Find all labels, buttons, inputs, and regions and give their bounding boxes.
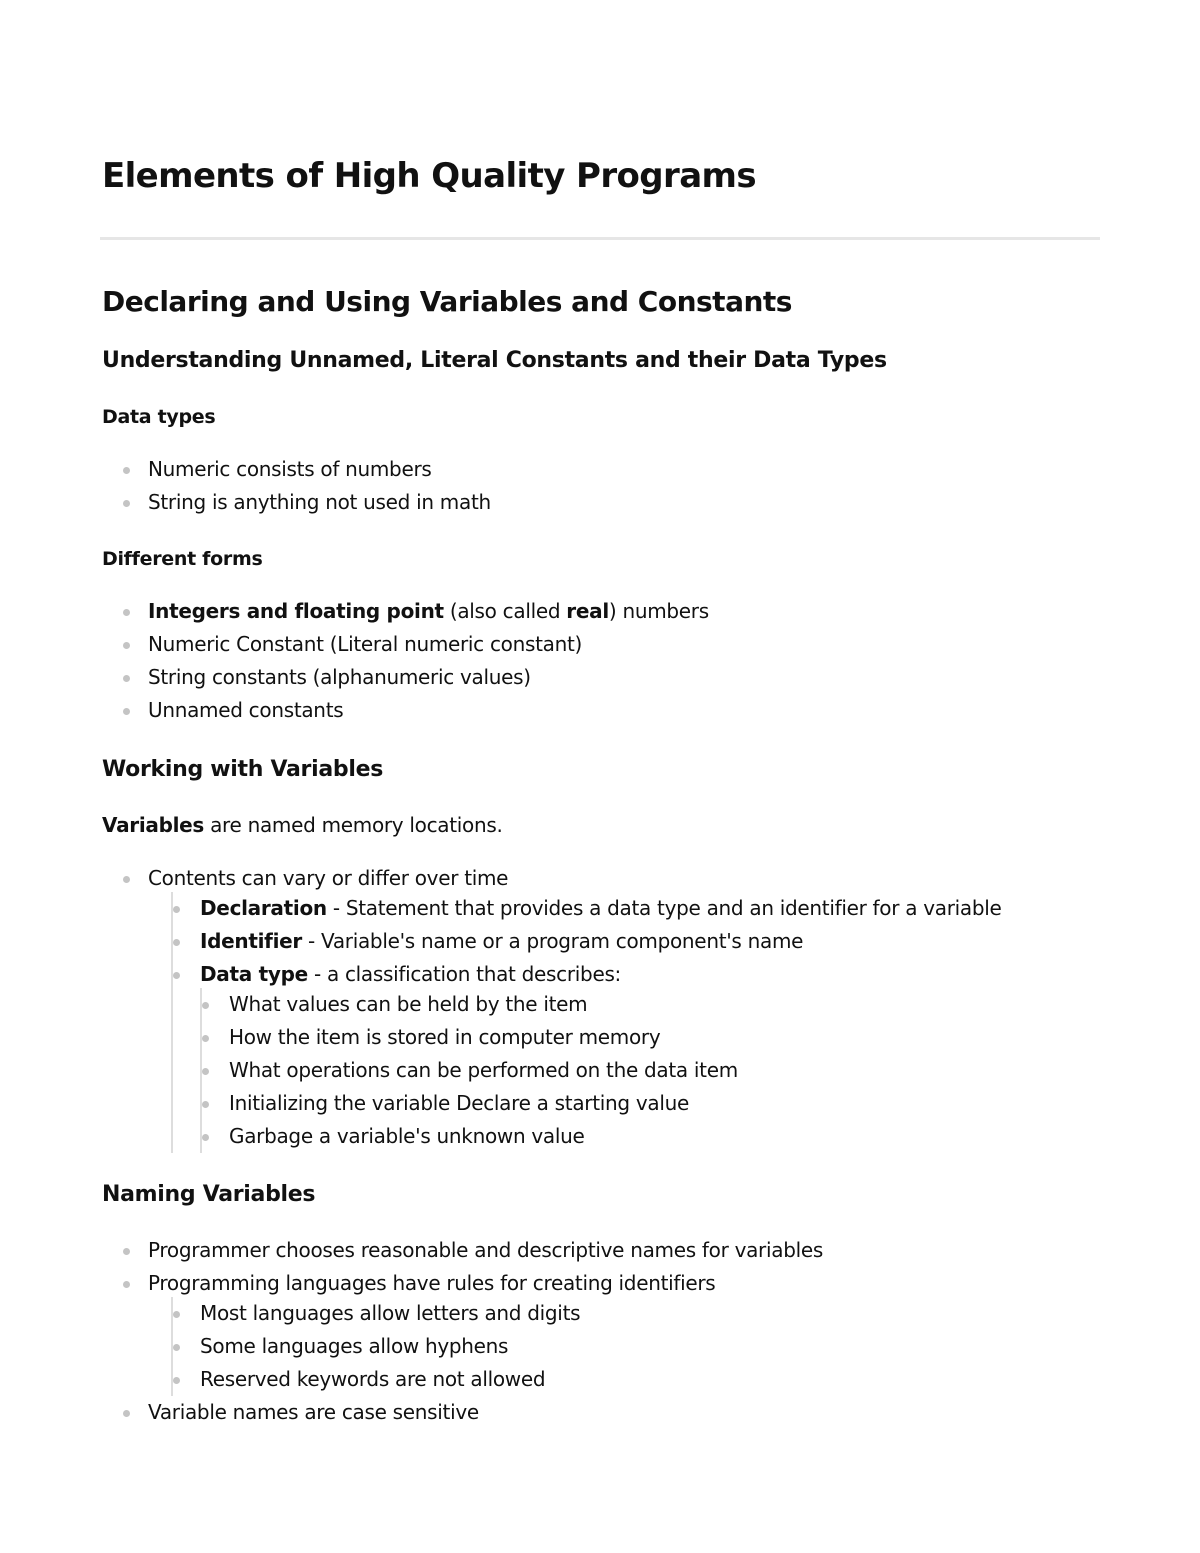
item-text: Programming languages have rules for creating identifiers	[148, 1271, 716, 1295]
data-types-list	[102, 453, 491, 519]
list-item	[173, 892, 1002, 925]
list-item: What operations can be performed on the data item	[202, 1054, 1002, 1087]
section-heading: Declaring and Using Variables and Constants	[102, 285, 792, 318]
bold-term: Integers and floating point	[148, 599, 444, 623]
heading-data-types: Data types	[102, 406, 216, 428]
list-item: Unnamed constants	[102, 694, 709, 727]
list-item: String is anything not used in math	[102, 486, 491, 519]
list-item	[102, 595, 709, 628]
nested-list	[200, 988, 1002, 1153]
list-item: Reserved keywords are not allowed	[173, 1363, 823, 1396]
bold-term: Declaration	[200, 896, 327, 920]
intro-text: are named memory locations.	[204, 813, 503, 837]
subsection-heading-naming: Naming Variables	[102, 1182, 316, 1207]
list-item	[102, 862, 1002, 1153]
list-item	[102, 1267, 823, 1396]
list-item: Numeric consists of numbers	[102, 453, 491, 486]
list-item	[173, 925, 1002, 958]
bold-term: Identifier	[200, 929, 302, 953]
page-title: Elements of High Quality Programs	[102, 156, 757, 196]
different-forms-list	[102, 595, 709, 727]
item-text: ) numbers	[608, 599, 709, 623]
list-item: What values can be held by the item	[202, 988, 1002, 1021]
list-item: Some languages allow hyphens	[173, 1330, 823, 1363]
item-text: (also called	[443, 599, 567, 623]
bold-term: Variables	[102, 813, 205, 837]
item-text: - Variable's name or a program component's name	[301, 929, 804, 953]
heading-different-forms: Different forms	[102, 548, 263, 570]
list-item: How the item is stored in computer memory	[202, 1021, 1002, 1054]
nested-list	[171, 892, 1002, 1153]
list-item: Garbage a variable's unknown value	[202, 1120, 1002, 1153]
item-text: - a classification that describes:	[307, 962, 622, 986]
list-item: String constants (alphanumeric values)	[102, 661, 709, 694]
list-item: Most languages allow letters and digits	[173, 1297, 823, 1330]
working-intro	[102, 811, 503, 839]
list-item: Programmer chooses reasonable and descriptive names for variables	[102, 1234, 823, 1267]
nested-list	[171, 1297, 823, 1396]
bold-term: Data type	[200, 962, 308, 986]
item-text: - Statement that provides a data type and an identifier for a variable	[326, 896, 1002, 920]
working-list	[102, 862, 1002, 1153]
subsection-heading-literals: Understanding Unnamed, Literal Constants and their Data Types	[102, 348, 887, 373]
title-divider	[100, 237, 1100, 240]
list-item: Initializing the variable Declare a starting value	[202, 1087, 1002, 1120]
list-item	[173, 958, 1002, 1153]
bold-term: real	[566, 599, 609, 623]
list-item: Variable names are case sensitive	[102, 1396, 823, 1429]
naming-list	[102, 1234, 823, 1429]
subsection-heading-working: Working with Variables	[102, 757, 384, 782]
list-item: Numeric Constant (Literal numeric constant)	[102, 628, 709, 661]
item-text: Contents can vary or differ over time	[148, 866, 509, 890]
